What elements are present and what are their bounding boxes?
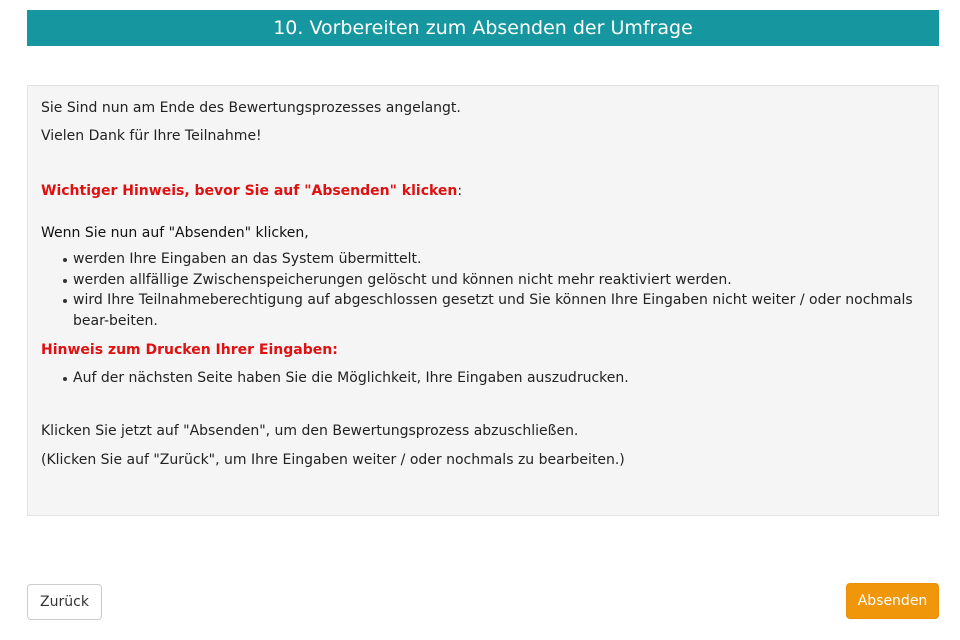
important-notice-heading — [41, 182, 462, 200]
thank-you-text: Vielen Dank für Ihre Teilnahme! — [41, 128, 262, 144]
info-panel — [27, 85, 939, 516]
intro-text: Sie Sind nun am Ende des Bewertungsprozesses angelangt. — [41, 100, 461, 116]
page-title: 10. Vorbereiten zum Absenden der Umfrage — [273, 17, 693, 39]
list-item: wird Ihre Teilnahmeberechtigung auf abgeschlossen gesetzt und Sie können Ihre Eingaben nicht weiter / oder nochmals bear-beiten. — [61, 290, 929, 331]
when-click-text: Wenn Sie nun auf "Absenden" klicken, — [41, 225, 309, 241]
print-notice-heading: Hinweis zum Drucken Ihrer Eingaben: — [41, 342, 338, 358]
important-notice-heading-text: Wichtiger Hinweis, bevor Sie auf "Absenden" klicken — [41, 183, 458, 199]
important-notice-heading-colon: : — [457, 183, 463, 199]
list-item: werden Ihre Eingaben an das System übermittelt. — [61, 249, 929, 270]
print-notice-list — [61, 368, 929, 389]
page-title-bar — [27, 10, 939, 46]
consequences-list — [61, 249, 929, 331]
list-item: werden allfällige Zwischenspeicherungen gelöscht und können nicht mehr reaktiviert werden. — [61, 270, 929, 291]
list-item: Auf der nächsten Seite haben Sie die Möglichkeit, Ihre Eingaben auszudrucken. — [61, 368, 929, 389]
back-button[interactable]: Zurück — [27, 584, 102, 620]
submit-button[interactable]: Absenden — [846, 583, 939, 619]
click-submit-text: Klicken Sie jetzt auf "Absenden", um den Bewertungsprozess abzuschließen. — [41, 423, 579, 439]
click-back-hint-text: (Klicken Sie auf "Zurück", um Ihre Eingaben weiter / oder nochmals zu bearbeiten.) — [41, 452, 625, 468]
